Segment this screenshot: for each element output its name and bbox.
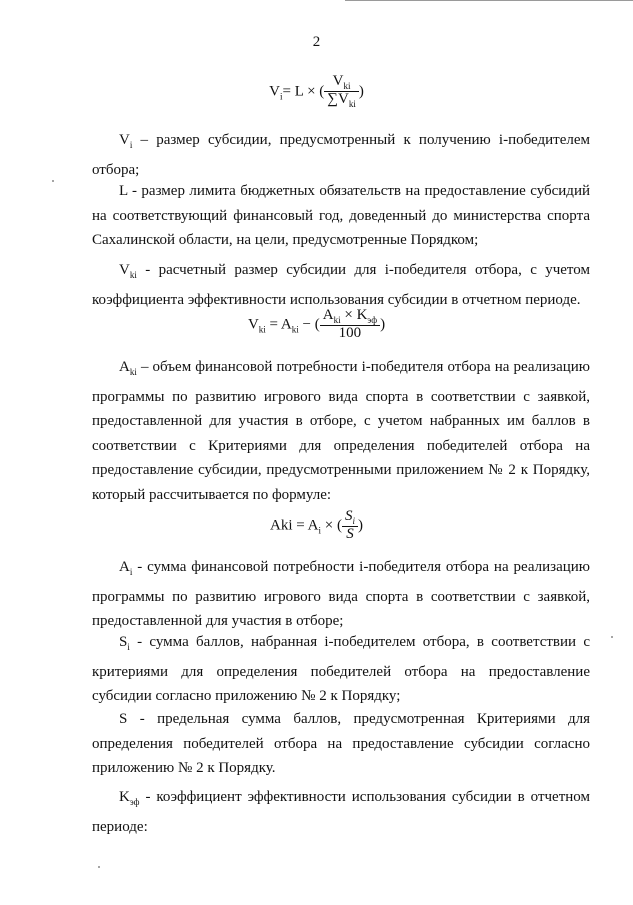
formula-aki: Aki = $A_i$ × ( $\frac{S_i}{S}$ ) (270, 508, 363, 543)
definition-vki: $V_{ki}$ - расчетный размер субсидии для i-победителя отбора, с учетом коэффициента эффективности использования субсидии в отчетном периоде. (92, 262, 590, 308)
definition-vi: $V_i$ – размер субсидии, предусмотренный к получению i-победителем отбора; (92, 132, 590, 178)
definition-keff: $K_{эф}$ - коэффициент эффективности использования субсидии в отчетном периоде: (92, 789, 590, 835)
definition-si: $S_i$ - сумма баллов, набранная i-победителем отбора, в соответствии с критериями для определения победителей отбора на предоставление субсидии согласно приложению № 2 к Порядку; (92, 634, 590, 704)
page-number: 2 (312, 34, 321, 50)
definition-aki: $A_{ki}$ – объем финансовой потребности i-победителя отбора на реализацию программы по развитию игрового вида спорта в соответствии с заявкой, предоставленной для участия в отборе, с учетом набранных им баллов в соответствии с Критериями для определения победителей отбора на предоставление субсидии, предусмотренными приложением № 2 к Порядку, который рассчитывается по формуле: (92, 359, 590, 503)
top-border-line (345, 0, 633, 1)
definition-ai: $A_i$ - сумма финансовой потребности i-победителя отбора на реализацию программы по развитию игрового вида спорта в соответствии с заявкой, предоставленной для участия в отборе; (92, 559, 590, 629)
formula-vki: $V_{ki} = A_{ki}$ − ( $\frac{A_{ki} \times K_{эф}}{100}$ ) (247, 307, 386, 342)
fraction: $\frac{V_{ki}}{\sum V_{ki}}$ (324, 74, 359, 110)
fraction: $\frac{A_{ki} \times K_{эф}}{100}$ (320, 308, 380, 342)
formula-vi: $V_i= L$ × ( $\frac{V_{ki}}{\sum V_{ki}}$ ) (269, 73, 364, 110)
definition-s: S - предельная сумма баллов, предусмотренная Критериями для определения победителей отбора на предоставление субсидии согласно приложению № 2 к Порядку. (92, 711, 590, 776)
fraction: $\frac{S_i}{S}$ (342, 509, 358, 543)
scan-speck (52, 180, 54, 182)
definition-l: L - размер лимита бюджетных обязательств на предоставление субсидий на соответствующий финансовый год, доведенный до министерства спорта Сахалинской области, на цели, предусмотренные Порядком; (92, 183, 590, 248)
scan-speck (611, 636, 613, 638)
scan-speck (98, 866, 100, 868)
